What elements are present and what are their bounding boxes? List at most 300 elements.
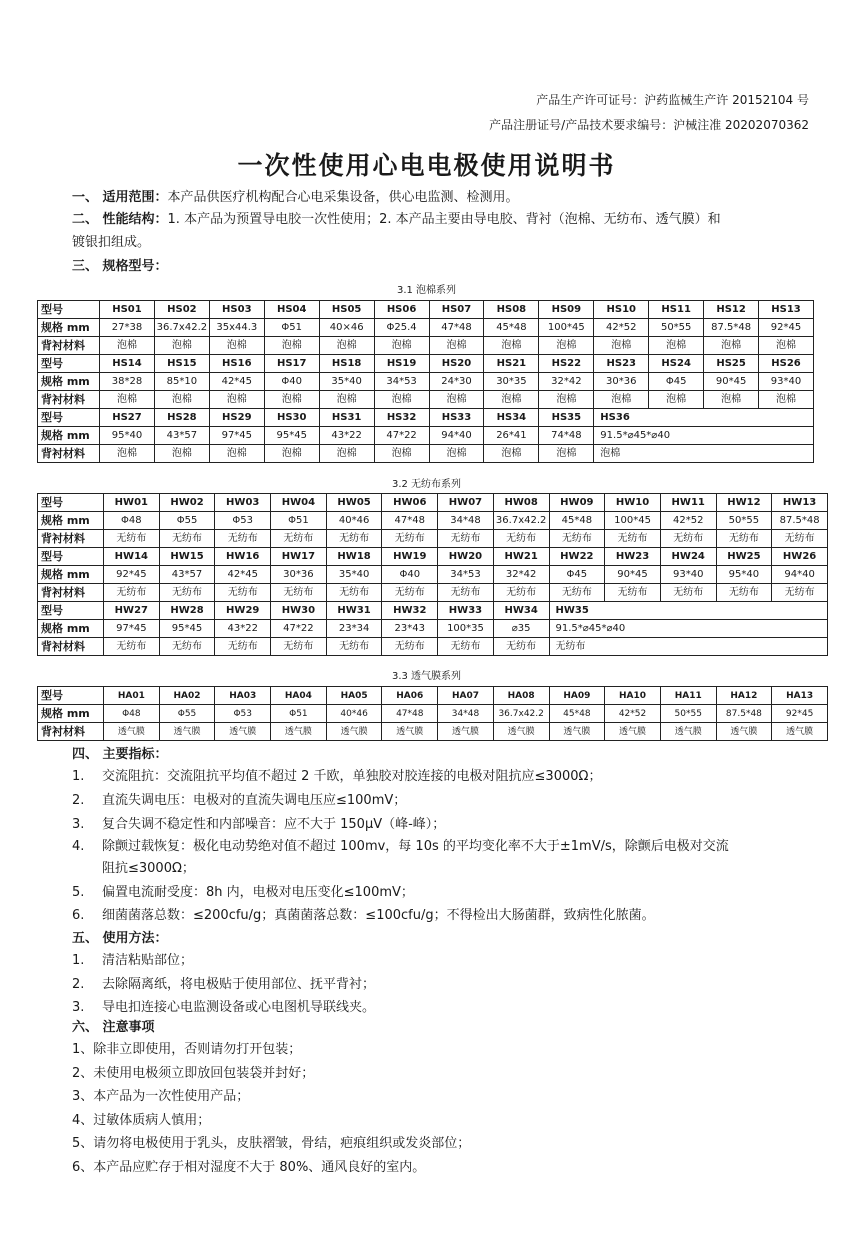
model-cell: HW32 bbox=[382, 602, 438, 620]
row-label-model: 型号 bbox=[38, 687, 104, 705]
table-caption-film: 3.3 透气膜系列 bbox=[391, 671, 462, 682]
backing-cell: 无纺布 bbox=[772, 530, 828, 548]
size-cell: 87.5*48 bbox=[772, 512, 828, 530]
model-cell: HS36 bbox=[594, 409, 814, 427]
model-cell: HW24 bbox=[660, 548, 716, 566]
model-cell: HS04 bbox=[264, 301, 319, 319]
size-cell: 38*28 bbox=[100, 373, 155, 391]
backing-cell: 无纺布 bbox=[215, 638, 271, 656]
backing-cell: 无纺布 bbox=[159, 584, 215, 602]
item-number: 2. bbox=[72, 977, 85, 992]
backing-cell: 泡棉 bbox=[704, 391, 759, 409]
backing-cell: 泡棉 bbox=[594, 445, 814, 463]
model-cell: HW09 bbox=[549, 494, 605, 512]
size-cell: 74*48 bbox=[539, 427, 594, 445]
model-cell: HW02 bbox=[159, 494, 215, 512]
model-cell: HS27 bbox=[100, 409, 155, 427]
model-cell: HA04 bbox=[271, 687, 327, 705]
row-label-model: 型号 bbox=[38, 301, 100, 319]
backing-cell: 无纺布 bbox=[493, 530, 549, 548]
model-cell: HS12 bbox=[704, 301, 759, 319]
backing-cell: 无纺布 bbox=[716, 530, 772, 548]
backing-cell: 无纺布 bbox=[605, 584, 661, 602]
section-usage-head: 五、 使用方法： bbox=[72, 931, 168, 946]
model-cell: HW19 bbox=[382, 548, 438, 566]
model-cell: HS19 bbox=[374, 355, 429, 373]
size-cell: Φ40 bbox=[382, 566, 438, 584]
backing-cell: 透气膜 bbox=[493, 723, 549, 741]
size-cell: 92*45 bbox=[104, 566, 160, 584]
section-indicators-head: 四、 主要指标： bbox=[72, 747, 168, 762]
size-cell: Φ55 bbox=[159, 512, 215, 530]
backing-cell: 无纺布 bbox=[326, 530, 382, 548]
table-row bbox=[38, 638, 828, 656]
backing-cell: 泡棉 bbox=[484, 337, 539, 355]
model-cell: HS13 bbox=[759, 301, 814, 319]
table-row bbox=[38, 548, 828, 566]
size-cell: 32*42 bbox=[539, 373, 594, 391]
backing-cell: 无纺布 bbox=[159, 530, 215, 548]
size-cell: Φ45 bbox=[649, 373, 704, 391]
spec-table-film bbox=[37, 686, 828, 741]
backing-cell: 无纺布 bbox=[660, 530, 716, 548]
license-number: 产品生产许可证号：沪药监械生产许 20152104 号 bbox=[536, 93, 809, 107]
section-cautions-head: 六、 注意事项 bbox=[72, 1020, 155, 1035]
backing-cell: 无纺布 bbox=[104, 638, 160, 656]
section-structure-text: 1. 本产品为预置导电胶一次性使用；2. 本产品主要由导电胶、背衬（泡棉、无纺布、透气膜）和 bbox=[167, 212, 721, 227]
table-row bbox=[38, 409, 814, 427]
model-cell: HW04 bbox=[271, 494, 327, 512]
backing-cell: 泡棉 bbox=[539, 337, 594, 355]
size-cell: Φ48 bbox=[104, 705, 160, 723]
backing-cell: 泡棉 bbox=[209, 337, 264, 355]
list-item: 4、过敏体质病人慎用； bbox=[72, 1112, 211, 1128]
model-cell: HS09 bbox=[539, 301, 594, 319]
size-cell: 36.7x42.2 bbox=[154, 319, 209, 337]
model-cell: HA05 bbox=[326, 687, 382, 705]
model-cell: HW03 bbox=[215, 494, 271, 512]
backing-cell: 透气膜 bbox=[215, 723, 271, 741]
table-row bbox=[38, 337, 814, 355]
model-cell: HW22 bbox=[549, 548, 605, 566]
backing-cell: 透气膜 bbox=[159, 723, 215, 741]
size-cell: 91.5*⌀45*⌀40 bbox=[594, 427, 814, 445]
row-label-backing: 背衬材料 bbox=[38, 723, 104, 741]
size-cell: 90*45 bbox=[605, 566, 661, 584]
model-cell: HA11 bbox=[660, 687, 716, 705]
backing-cell: 无纺布 bbox=[271, 530, 327, 548]
row-label-size: 规格 mm bbox=[38, 427, 100, 445]
backing-cell: 透气膜 bbox=[549, 723, 605, 741]
backing-cell: 无纺布 bbox=[716, 584, 772, 602]
table-row bbox=[38, 705, 828, 723]
row-label-size: 规格 mm bbox=[38, 319, 100, 337]
table-row bbox=[38, 584, 828, 602]
size-cell: 92*45 bbox=[759, 319, 814, 337]
model-cell: HS31 bbox=[319, 409, 374, 427]
backing-cell: 无纺布 bbox=[605, 530, 661, 548]
spec-table-nonwoven bbox=[37, 493, 828, 656]
row-label-backing: 背衬材料 bbox=[38, 337, 100, 355]
size-cell: 47*22 bbox=[374, 427, 429, 445]
backing-cell: 无纺布 bbox=[772, 584, 828, 602]
row-label-backing: 背衬材料 bbox=[38, 445, 100, 463]
row-label-model: 型号 bbox=[38, 602, 104, 620]
document-title: 一次性使用心电电极使用说明书 bbox=[237, 151, 616, 180]
backing-cell: 无纺布 bbox=[660, 584, 716, 602]
table-row bbox=[38, 319, 814, 337]
item-number: 3. bbox=[72, 817, 85, 832]
model-cell: HS24 bbox=[649, 355, 704, 373]
model-cell: HW27 bbox=[104, 602, 160, 620]
size-cell: 23*34 bbox=[326, 620, 382, 638]
model-cell: HW01 bbox=[104, 494, 160, 512]
backing-cell: 透气膜 bbox=[271, 723, 327, 741]
backing-cell: 泡棉 bbox=[374, 445, 429, 463]
model-cell: HS08 bbox=[484, 301, 539, 319]
model-cell: HW25 bbox=[716, 548, 772, 566]
backing-cell: 无纺布 bbox=[382, 584, 438, 602]
size-cell: 42*45 bbox=[209, 373, 264, 391]
table-caption-nonwoven: 3.2 无纺布系列 bbox=[391, 479, 462, 490]
model-cell: HA01 bbox=[104, 687, 160, 705]
list-item bbox=[72, 766, 812, 788]
backing-cell: 无纺布 bbox=[104, 530, 160, 548]
model-cell: HW07 bbox=[438, 494, 494, 512]
size-cell: 40*46 bbox=[326, 512, 382, 530]
spec-table-foam bbox=[37, 300, 814, 463]
backing-cell: 泡棉 bbox=[759, 391, 814, 409]
row-label-model: 型号 bbox=[38, 494, 104, 512]
size-cell: 94*40 bbox=[772, 566, 828, 584]
model-cell: HW29 bbox=[215, 602, 271, 620]
row-label-size: 规格 mm bbox=[38, 373, 100, 391]
backing-cell: 无纺布 bbox=[549, 530, 605, 548]
list-item bbox=[72, 814, 812, 836]
size-cell: 26*41 bbox=[484, 427, 539, 445]
size-cell: Φ55 bbox=[159, 705, 215, 723]
model-cell: HS35 bbox=[539, 409, 594, 427]
item-number: 1. bbox=[72, 769, 85, 784]
model-cell: HS16 bbox=[209, 355, 264, 373]
model-cell: HW20 bbox=[438, 548, 494, 566]
size-cell: 47*48 bbox=[382, 705, 438, 723]
backing-cell: 无纺布 bbox=[215, 530, 271, 548]
table-row bbox=[38, 301, 814, 319]
model-cell: HS02 bbox=[154, 301, 209, 319]
section-scope-head: 一、 适用范围： bbox=[72, 190, 168, 205]
backing-cell: 泡棉 bbox=[100, 391, 155, 409]
row-label-model: 型号 bbox=[38, 548, 104, 566]
row-label-model: 型号 bbox=[38, 409, 100, 427]
item-text: 交流阻抗：交流阻抗平均值不超过 2 千欧，单独胶对胶连接的电极对阻抗应≤3000Ω； bbox=[102, 769, 602, 784]
model-cell: HS17 bbox=[264, 355, 319, 373]
item-text: 除颤过载恢复：极化电动势绝对值不超过 100mv，每 10s 的平均变化率不大于±1mV/s，除颤后电极对交流 阻抗≤3000Ω； bbox=[102, 839, 729, 876]
model-cell: HS21 bbox=[484, 355, 539, 373]
model-cell: HA08 bbox=[493, 687, 549, 705]
model-cell: HW14 bbox=[104, 548, 160, 566]
backing-cell: 透气膜 bbox=[660, 723, 716, 741]
size-cell: 40*46 bbox=[326, 705, 382, 723]
table-row bbox=[38, 602, 828, 620]
size-cell: 40×46 bbox=[319, 319, 374, 337]
size-cell: Φ51 bbox=[264, 319, 319, 337]
section-specs bbox=[72, 258, 812, 276]
model-cell: HW26 bbox=[772, 548, 828, 566]
size-cell: 43*57 bbox=[159, 566, 215, 584]
size-cell: 93*40 bbox=[660, 566, 716, 584]
model-cell: HW12 bbox=[716, 494, 772, 512]
size-cell: Φ48 bbox=[104, 512, 160, 530]
section-indicators bbox=[72, 746, 812, 764]
size-cell: 42*45 bbox=[215, 566, 271, 584]
item-number: 1. bbox=[72, 953, 85, 968]
model-cell: HW17 bbox=[271, 548, 327, 566]
backing-cell: 泡棉 bbox=[759, 337, 814, 355]
item-number: 5. bbox=[72, 885, 85, 900]
backing-cell: 泡棉 bbox=[264, 391, 319, 409]
table-row bbox=[38, 373, 814, 391]
row-label-size: 规格 mm bbox=[38, 566, 104, 584]
model-cell: HW15 bbox=[159, 548, 215, 566]
model-cell: HW31 bbox=[326, 602, 382, 620]
backing-cell: 无纺布 bbox=[271, 638, 327, 656]
backing-cell: 无纺布 bbox=[438, 530, 494, 548]
backing-cell: 泡棉 bbox=[374, 337, 429, 355]
item-text: 导电扣连接心电监测设备或心电图机导联线夹。 bbox=[102, 1000, 376, 1015]
model-cell: HS05 bbox=[319, 301, 374, 319]
size-cell: 30*36 bbox=[271, 566, 327, 584]
list-item bbox=[72, 974, 812, 996]
item-number: 2. bbox=[72, 793, 85, 808]
row-label-size: 规格 mm bbox=[38, 620, 104, 638]
size-cell: 36.7x42.2 bbox=[493, 705, 549, 723]
model-cell: HA02 bbox=[159, 687, 215, 705]
backing-cell: 泡棉 bbox=[319, 337, 374, 355]
size-cell: 100*45 bbox=[539, 319, 594, 337]
model-cell: HS23 bbox=[594, 355, 649, 373]
backing-cell: 泡棉 bbox=[539, 445, 594, 463]
list-item bbox=[72, 950, 812, 972]
model-cell: HW06 bbox=[382, 494, 438, 512]
backing-cell: 泡棉 bbox=[649, 337, 704, 355]
size-cell: 100*45 bbox=[605, 512, 661, 530]
size-cell: 85*10 bbox=[154, 373, 209, 391]
backing-cell: 透气膜 bbox=[772, 723, 828, 741]
backing-cell: 泡棉 bbox=[209, 445, 264, 463]
backing-cell: 泡棉 bbox=[100, 337, 155, 355]
size-cell: 90*45 bbox=[704, 373, 759, 391]
table-caption-foam: 3.1 泡棉系列 bbox=[396, 285, 457, 296]
model-cell: HW23 bbox=[605, 548, 661, 566]
row-label-backing: 背衬材料 bbox=[38, 530, 104, 548]
model-cell: HA06 bbox=[382, 687, 438, 705]
row-label-backing: 背衬材料 bbox=[38, 584, 104, 602]
size-cell: 91.5*⌀45*⌀40 bbox=[549, 620, 827, 638]
size-cell: 47*22 bbox=[271, 620, 327, 638]
list-item bbox=[72, 790, 812, 812]
size-cell: 95*40 bbox=[100, 427, 155, 445]
item-text: 直流失调电压：电极对的直流失调电压应≤100mV； bbox=[102, 793, 407, 808]
model-cell: HS11 bbox=[649, 301, 704, 319]
backing-cell: 无纺布 bbox=[549, 584, 605, 602]
backing-cell: 无纺布 bbox=[159, 638, 215, 656]
backing-cell: 泡棉 bbox=[374, 391, 429, 409]
model-cell: HA09 bbox=[549, 687, 605, 705]
item-text: 细菌菌落总数：≤200cfu/g；真菌菌落总数：≤100cfu/g；不得检出大肠菌群，致病性化脓菌。 bbox=[102, 908, 655, 923]
row-label-size: 规格 mm bbox=[38, 705, 104, 723]
row-label-size: 规格 mm bbox=[38, 512, 104, 530]
registration-number: 产品注册证号/产品技术要求编号：沪械注准 20202070362 bbox=[489, 118, 809, 132]
section-structure-cont: 镀银扣组成。 bbox=[72, 235, 151, 250]
size-cell: 95*40 bbox=[716, 566, 772, 584]
backing-cell: 泡棉 bbox=[100, 445, 155, 463]
backing-cell: 泡棉 bbox=[539, 391, 594, 409]
size-cell: Φ51 bbox=[271, 512, 327, 530]
backing-cell: 泡棉 bbox=[594, 391, 649, 409]
list-item: 1、除非立即使用，否则请勿打开包装； bbox=[72, 1042, 302, 1057]
backing-cell: 无纺布 bbox=[326, 584, 382, 602]
size-cell: 43*22 bbox=[319, 427, 374, 445]
section-cautions bbox=[72, 1019, 812, 1037]
backing-cell: 无纺布 bbox=[438, 584, 494, 602]
model-cell: HA07 bbox=[438, 687, 494, 705]
size-cell: 87.5*48 bbox=[704, 319, 759, 337]
size-cell: 47*48 bbox=[429, 319, 484, 337]
backing-cell: 透气膜 bbox=[716, 723, 772, 741]
model-cell: HS06 bbox=[374, 301, 429, 319]
size-cell: 50*55 bbox=[660, 705, 716, 723]
size-cell: 50*55 bbox=[716, 512, 772, 530]
size-cell: 27*38 bbox=[100, 319, 155, 337]
model-cell: HS10 bbox=[594, 301, 649, 319]
backing-cell: 透气膜 bbox=[382, 723, 438, 741]
size-cell: ⌀35 bbox=[493, 620, 549, 638]
table-row bbox=[38, 530, 828, 548]
size-cell: 36.7x42.2 bbox=[493, 512, 549, 530]
table-row bbox=[38, 620, 828, 638]
model-cell: HA03 bbox=[215, 687, 271, 705]
backing-cell: 泡棉 bbox=[154, 445, 209, 463]
model-cell: HS34 bbox=[484, 409, 539, 427]
table-row bbox=[38, 723, 828, 741]
model-cell: HS26 bbox=[759, 355, 814, 373]
backing-cell: 泡棉 bbox=[594, 337, 649, 355]
model-cell: HA12 bbox=[716, 687, 772, 705]
table-row bbox=[38, 512, 828, 530]
backing-cell: 无纺布 bbox=[493, 638, 549, 656]
section-scope-text: 本产品供医疗机构配合心电采集设备，供心电监测、检测用。 bbox=[167, 190, 519, 205]
model-cell: HS28 bbox=[154, 409, 209, 427]
model-cell: HW10 bbox=[605, 494, 661, 512]
size-cell: 100*35 bbox=[438, 620, 494, 638]
section-structure-head: 二、 性能结构： bbox=[72, 212, 168, 227]
list-item: 5、请勿将电极使用于乳头，皮肤褶皱，骨结，疤痕组织或发炎部位； bbox=[72, 1136, 471, 1151]
model-cell: HS32 bbox=[374, 409, 429, 427]
model-cell: HS25 bbox=[704, 355, 759, 373]
size-cell: 47*48 bbox=[382, 512, 438, 530]
list-item: 6、本产品应贮存于相对湿度不大于 80%、通风良好的室内。 bbox=[72, 1159, 426, 1175]
backing-cell: 无纺布 bbox=[549, 638, 827, 656]
table-row bbox=[38, 355, 814, 373]
model-cell: HS33 bbox=[429, 409, 484, 427]
size-cell: 34*53 bbox=[438, 566, 494, 584]
size-cell: 95*45 bbox=[264, 427, 319, 445]
section-structure bbox=[72, 211, 812, 229]
row-label-model: 型号 bbox=[38, 355, 100, 373]
model-cell: HS30 bbox=[264, 409, 319, 427]
size-cell: 43*57 bbox=[154, 427, 209, 445]
size-cell: 95*45 bbox=[159, 620, 215, 638]
item-text: 偏置电流耐受度：8h 内，电极对电压变化≤100mV； bbox=[102, 885, 414, 900]
size-cell: 87.5*48 bbox=[716, 705, 772, 723]
size-cell: Φ53 bbox=[215, 512, 271, 530]
model-cell: HS18 bbox=[319, 355, 374, 373]
size-cell: 35x44.3 bbox=[209, 319, 264, 337]
backing-cell: 透气膜 bbox=[605, 723, 661, 741]
row-label-backing: 背衬材料 bbox=[38, 638, 104, 656]
backing-cell: 泡棉 bbox=[154, 391, 209, 409]
table-row bbox=[38, 566, 828, 584]
section-usage bbox=[72, 930, 812, 948]
table-row bbox=[38, 391, 814, 409]
model-cell: HW05 bbox=[326, 494, 382, 512]
model-cell: HS14 bbox=[100, 355, 155, 373]
item-text: 复合失调不稳定性和内部噪音：应不大于 150μV（峰-峰）； bbox=[102, 817, 446, 832]
model-cell: HS07 bbox=[429, 301, 484, 319]
backing-cell: 泡棉 bbox=[484, 445, 539, 463]
model-cell: HS22 bbox=[539, 355, 594, 373]
backing-cell: 泡棉 bbox=[429, 391, 484, 409]
model-cell: HW30 bbox=[271, 602, 327, 620]
table-row bbox=[38, 427, 814, 445]
list-item bbox=[72, 997, 812, 1019]
size-cell: 23*43 bbox=[382, 620, 438, 638]
model-cell: HS20 bbox=[429, 355, 484, 373]
size-cell: 35*40 bbox=[326, 566, 382, 584]
item-number: 4. bbox=[72, 839, 85, 854]
model-cell: HW11 bbox=[660, 494, 716, 512]
backing-cell: 泡棉 bbox=[429, 337, 484, 355]
list-item bbox=[72, 836, 812, 880]
table-row bbox=[38, 494, 828, 512]
backing-cell: 泡棉 bbox=[319, 391, 374, 409]
size-cell: 43*22 bbox=[215, 620, 271, 638]
size-cell: 34*48 bbox=[438, 512, 494, 530]
backing-cell: 无纺布 bbox=[493, 584, 549, 602]
size-cell: Φ25.4 bbox=[374, 319, 429, 337]
item-text: 清洁粘贴部位； bbox=[102, 953, 194, 968]
backing-cell: 泡棉 bbox=[154, 337, 209, 355]
backing-cell: 透气膜 bbox=[438, 723, 494, 741]
size-cell: 32*42 bbox=[493, 566, 549, 584]
size-cell: 45*48 bbox=[549, 512, 605, 530]
size-cell: 45*48 bbox=[484, 319, 539, 337]
backing-cell: 无纺布 bbox=[104, 584, 160, 602]
size-cell: 93*40 bbox=[759, 373, 814, 391]
backing-cell: 无纺布 bbox=[326, 638, 382, 656]
section-scope bbox=[72, 189, 812, 207]
backing-cell: 泡棉 bbox=[264, 337, 319, 355]
backing-cell: 泡棉 bbox=[649, 391, 704, 409]
backing-cell: 无纺布 bbox=[271, 584, 327, 602]
item-number: 6. bbox=[72, 908, 85, 923]
size-cell: Φ45 bbox=[549, 566, 605, 584]
size-cell: 42*52 bbox=[605, 705, 661, 723]
backing-cell: 泡棉 bbox=[209, 391, 264, 409]
item-number: 3. bbox=[72, 1000, 85, 1015]
model-cell: HS03 bbox=[209, 301, 264, 319]
